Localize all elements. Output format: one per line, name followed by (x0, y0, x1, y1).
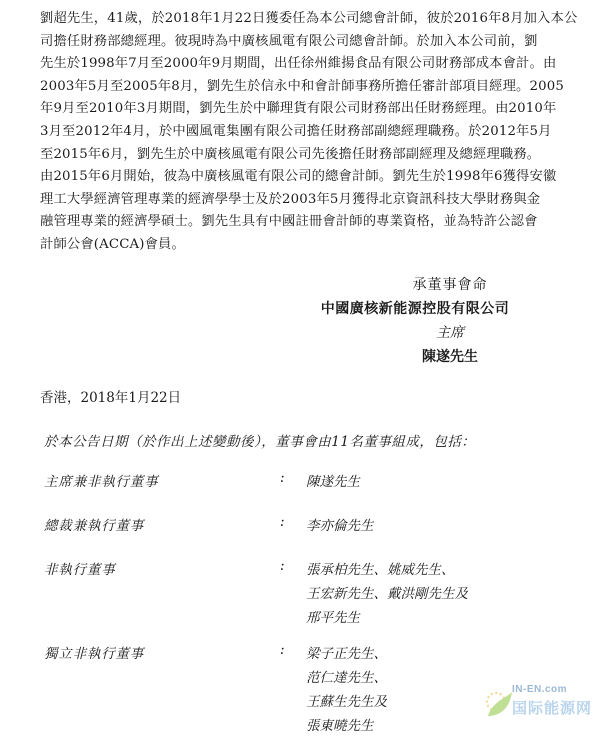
director-name: 范仁達先生、 (306, 670, 387, 686)
board-category: 獨立非執行董事 (44, 646, 145, 662)
biography-paragraph (40, 8, 580, 257)
colon: : (280, 642, 285, 658)
bio-line: 理工大學經濟管理專業的經濟學學士及於2003年5月獲得北京資訊科技大學財務與金 (40, 191, 541, 207)
bio-line: 2003年5月至2005年8月，劉先生於信永中和會計師事務所擔任審計部項目經理。2005 (40, 78, 564, 94)
signature-order: 承董事會命 (412, 277, 488, 293)
board-category: 主席兼非執行董事 (44, 474, 159, 490)
director-names (306, 642, 387, 738)
bio-line: 至2015年6月，劉先生於中廣核風電有限公司先後擔任財務部副經理及總經理職務。 (40, 146, 541, 162)
bio-line: 由2015年6月開始，彼為中廣核風電有限公司的總會計師。劉先生於1998年6獲得安徽 (40, 169, 557, 185)
bio-line: 司擔任財務部總經理。彼現時為中廣核風電有限公司總會計師。於加入本公司前，劉 (40, 33, 538, 49)
director-name: 李亦倫先生 (306, 518, 374, 534)
watermark-name: 国际能源网 (512, 700, 593, 717)
director-name: 張東曉先生 (306, 718, 374, 734)
signature-name: 陳遂先生 (422, 349, 478, 365)
watermark-site: IN-EN.com (512, 684, 568, 695)
director-name: 邢平先生 (306, 610, 360, 626)
watermark-text (512, 684, 592, 718)
director-name: 陳遂先生 (306, 474, 360, 490)
watermark (478, 678, 598, 728)
signature-role: 主席 (436, 325, 464, 341)
place-date: 香港，2018年1月22日 (40, 390, 182, 406)
bio-line: 融管理專業的經濟學碩士。劉先生具有中國註冊會計師的專業資格，並為特許公認會 (40, 214, 538, 230)
colon: : (280, 558, 285, 574)
director-name: 張承柏先生、姚威先生、 (306, 562, 455, 578)
board-category: 總裁兼執行董事 (44, 518, 145, 534)
bio-line: 3月至2012年4月，於中國風電集團有限公司擔任財務部副總經理職務。於2012年5月 (40, 123, 552, 139)
bio-line: 計師公會(ACCA)會員。 (40, 236, 185, 252)
bio-line: 先生於1998年7月至2000年9月期間，出任徐州維揚食品有限公司財務部成本會計。由 (40, 56, 557, 72)
director-name: 王宏新先生、戴洪剛先生及 (306, 586, 468, 602)
director-names (306, 514, 374, 538)
board-category: 非執行董事 (44, 562, 116, 578)
leaf-icon (488, 692, 512, 716)
bio-line: 劉超先生，41歲，於2018年1月22日獲委任為本公司總會計師，彼於2016年8月加入本公 (40, 11, 578, 26)
bio-line: 年9月至2010年3月期間，劉先生於中聯理貨有限公司財務部出任財務經理。由2010年 (40, 101, 557, 117)
director-names (306, 470, 360, 494)
board-intro: 於本公告日期（於作出上述變動後），董事會由11名董事組成，包括： (44, 434, 476, 450)
colon: : (280, 470, 285, 486)
director-name: 梁子正先生、 (306, 646, 387, 662)
director-names (306, 558, 468, 630)
colon: : (280, 514, 285, 530)
signature-company: 中國廣核新能源控股有限公司 (320, 301, 510, 317)
director-name: 王蘇生先生及 (306, 694, 387, 710)
